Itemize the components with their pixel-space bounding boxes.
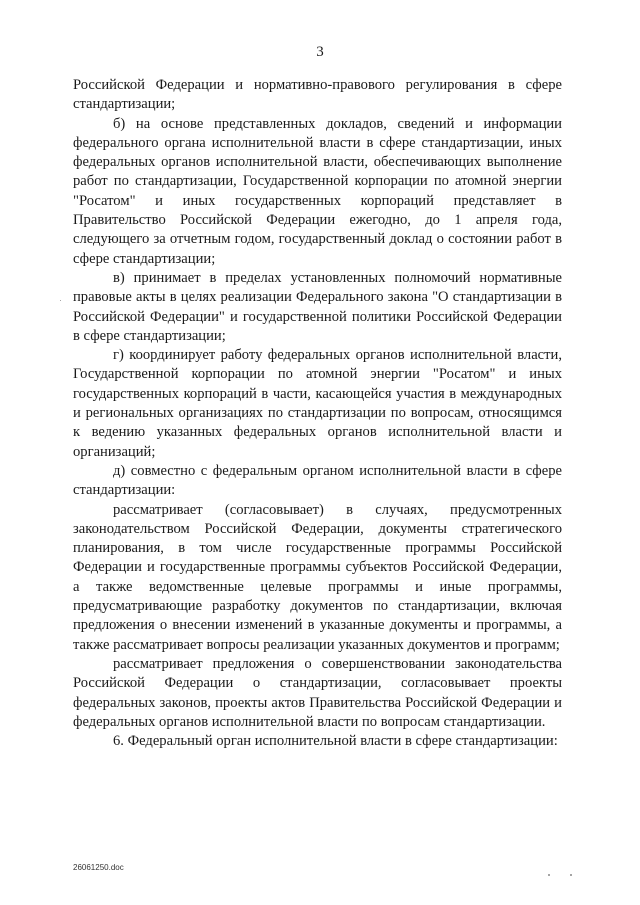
- footer-file-name: 26061250.doc: [73, 863, 124, 872]
- paragraph-section-6: 6. Федеральный орган исполнительной власти в сфере стандартизации:: [113, 733, 558, 750]
- scan-artifact-dot: [570, 874, 572, 876]
- paragraph-d-item-1: рассматривает (согласовывает) в случаях, предусмотренных законодательством Российской Федерации, документы стратегического планирования, в том числе государственные программы Российской Федерации и государственные программы субъектов Российской Федерации, а также ведомственные целевые программы и иные программы, предусматривающие разработку документов по стандартизации, включая предложения о внесении изменений в указанные документы и программы, а также рассматривает вопросы реализации указанных документов и программ;: [73, 501, 562, 653]
- paragraph-b: б) на основе представленных докладов, сведений и информации федерального органа исполнительной власти в сфере стандартизации, иных федеральных органов исполнительной власти, обеспечивающих выполнение работ по стандартизации, Государственной корпорации по атомной энергии "Росатом" и иных государственных корпораций представляет в Правительство Российской Федерации ежегодно, до 1 апреля года, следующего за отчетным годом, государственный доклад о состоянии работ в сфере стандартизации;: [73, 115, 562, 267]
- paragraph-continuation: Российской Федерации и нормативно-правового регулирования в сфере стандартизации;: [73, 77, 562, 113]
- paragraph-d: д) совместно с федеральным органом исполнительной власти в сфере стандартизации:: [73, 462, 562, 499]
- page-number: 3: [316, 44, 324, 60]
- paragraph-d-item-2: рассматривает предложения о совершенствовании законодательства Российской Федерации о стандартизации, согласовывает проекты федеральных законов, проекты актов Правительства Российской Федерации и федеральных органов исполнительной власти по вопросам стандартизации.: [73, 655, 562, 730]
- paragraph-g: г) координирует работу федеральных органов исполнительной власти, Государственной корпорации по атомной энергии "Росатом" и иных государственных корпораций в части, касающейся участия в международных и региональных организациях по стандартизации по вопросам, относящимся к ведению указанных федеральных органов исполнительной власти и организаций;: [73, 347, 562, 460]
- scan-artifact-dot: [60, 300, 61, 301]
- scan-artifact-dot: [548, 874, 550, 876]
- paragraph-v: в) принимает в пределах установленных полномочий нормативные правовые акты в целях реализации Федерального закона "О стандартизации в Российской Федерации" и государственной политики Российской Федерации в сфере стандартизации;: [73, 269, 562, 344]
- document-body: [73, 76, 562, 751]
